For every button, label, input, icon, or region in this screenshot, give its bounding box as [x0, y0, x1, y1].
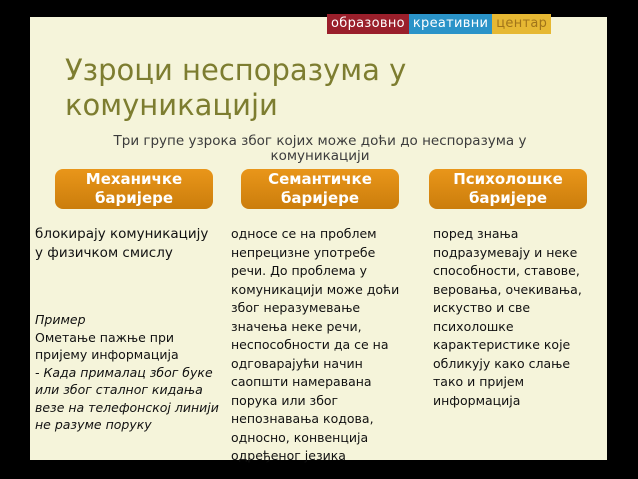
- mechanical-description: блокирају комуникацију у физичком смислу: [35, 226, 209, 261]
- brand-part-2: креативни: [409, 14, 492, 34]
- column-mechanical: [35, 225, 220, 434]
- mechanical-example: [35, 311, 220, 434]
- example-text: Ометање пажње при пријему информација: [35, 329, 179, 362]
- column-psychological: [433, 225, 603, 410]
- header-semantic-barriers: Семантичке баријере: [241, 169, 399, 209]
- semantic-description: односе се на проблем непрецизне употребе речи. До проблема у комуникацији може доћи због неразумевање значења неке речи, неспособности да се на одговарајући начин саопшти намеравана порука или због непознавања кодова, односно, конвенција одређеног језика: [231, 226, 400, 463]
- header-psychological-barriers: Психолошке баријере: [429, 169, 587, 209]
- example-label: Пример: [35, 312, 86, 327]
- example-detail: - Када прималац због буке или због сталног кидања везе на телефонској линији не разуме поруку: [35, 364, 219, 432]
- slide-title: Узроци неспоразума у комуникацији: [65, 53, 407, 122]
- column-semantic: [231, 225, 411, 466]
- header-mechanical-barriers: Механичке баријере: [55, 169, 213, 209]
- brand-logo: [327, 14, 551, 34]
- brand-part-3: центар: [492, 14, 551, 34]
- psychological-description: поред знања подразумевају и неке способности, ставове, веровања, очекивања, искуство и све психолошке карактеристике које обликују како слање тако и пријем информација: [433, 226, 582, 408]
- brand-part-1: образовно: [327, 14, 409, 34]
- slide-subtitle: Три групе узрока због којих може доћи до неспоразума у комуникацији: [113, 133, 527, 164]
